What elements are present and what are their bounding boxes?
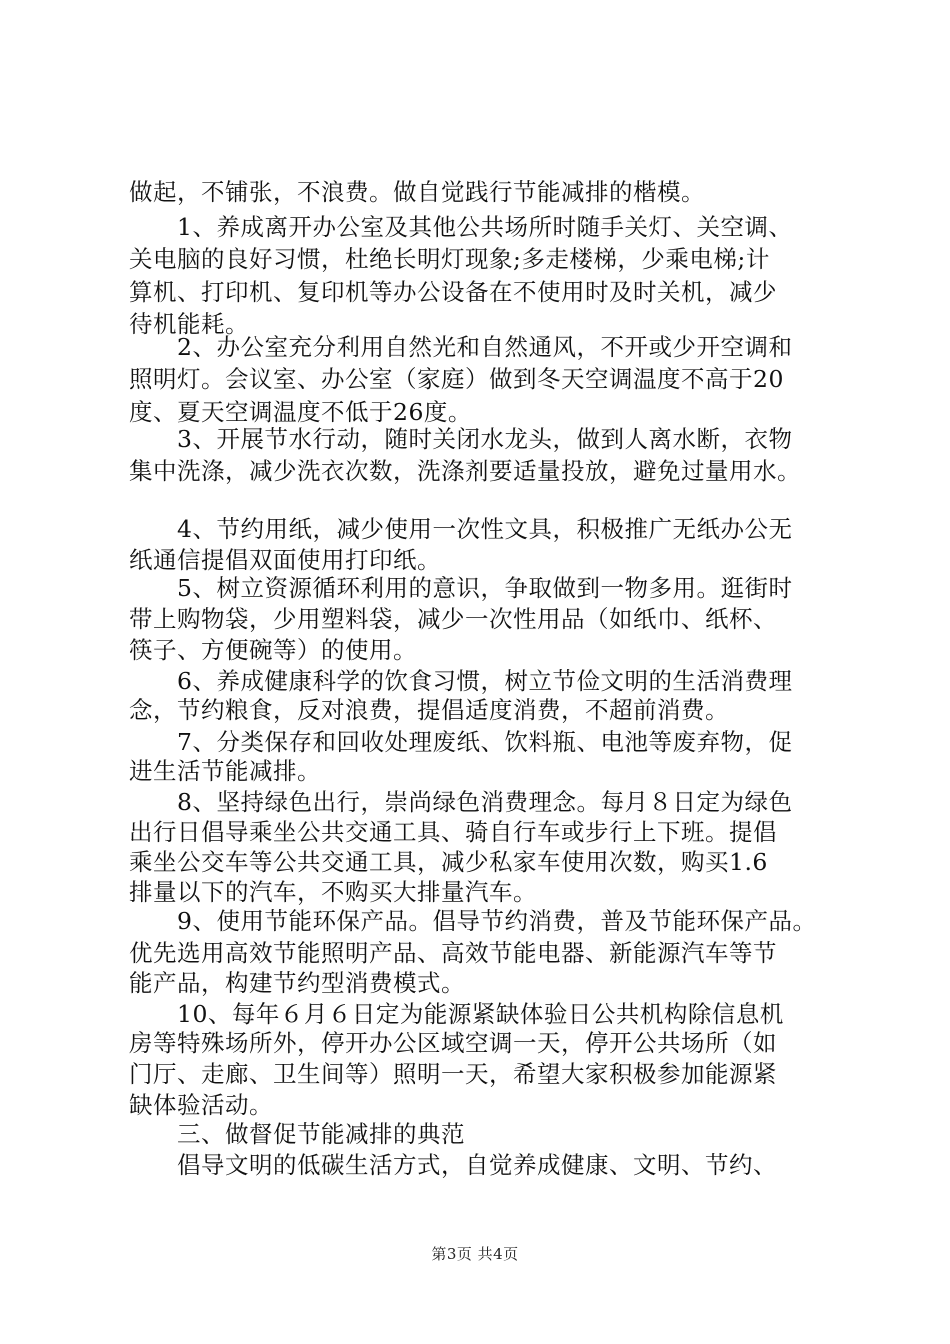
body-line: 念，节约粮食，反对浪费，提倡适度消费，不超前消费。 (129, 696, 729, 724)
body-line: 出行日倡导乘坐公共交通工具、骑自行车或步行上下班。提倡 (129, 818, 777, 846)
body-line: 优先选用高效节能照明产品、高效节能电器、新能源汽车等节 (129, 939, 777, 967)
body-line: 8、坚持绿色出行，崇尚绿色消费理念。每月８日定为绿色 (177, 788, 793, 816)
body-line: 关电脑的良好习惯，杜绝长明灯现象;多走楼梯，少乘电梯;计 (129, 245, 770, 273)
section-heading: 三、做督促节能减排的典范 (177, 1120, 465, 1148)
body-line: 9、使用节能环保产品。倡导节约消费，普及节能环保产品。 (177, 907, 817, 935)
body-line: 门厅、走廊、卫生间等）照明一天，希望大家积极参加能源紧 (129, 1060, 777, 1088)
body-line: 纸通信提倡双面使用打印纸。 (129, 546, 441, 574)
body-line: 集中洗涤，减少洗衣次数，洗涤剂要适量投放，避免过量用水。 (129, 457, 801, 485)
body-line: 算机、打印机、复印机等办公设备在不使用时及时关机，减少 (129, 278, 777, 306)
body-line: 缺体验活动。 (129, 1091, 273, 1119)
body-line: 5、树立资源循环利用的意识，争取做到一物多用。逛街时 (177, 574, 793, 602)
body-line: 4、节约用纸，减少使用一次性文具，积极推广无纸办公无 (177, 515, 793, 543)
body-line: 做起，不铺张，不浪费。做自觉践行节能减排的楷模。 (129, 178, 705, 206)
body-line: 1、养成离开办公室及其他公共场所时随手关灯、关空调、 (177, 213, 793, 241)
body-line: 能产品，构建节约型消费模式。 (129, 969, 465, 997)
body-line: 乘坐公交车等公共交通工具，减少私家车使用次数，购买1.6 (129, 848, 768, 876)
body-line: 待机能耗。 (129, 310, 249, 338)
body-line: 10、每年６月６日定为能源紧缺体验日公共机构除信息机 (177, 1000, 784, 1028)
body-line: 筷子、方便碗等）的使用。 (129, 636, 417, 664)
body-line: 度、夏天空调温度不低于26度。 (129, 398, 472, 426)
body-line: 倡导文明的低碳生活方式，自觉养成健康、文明、节约、 (177, 1151, 777, 1179)
body-line: 进生活节能减排。 (129, 757, 321, 785)
body-line: 照明灯。会议室、办公室（家庭）做到冬天空调温度不高于20 (129, 365, 784, 393)
body-line: 2、办公室充分利用自然光和自然通风，不开或少开空调和 (177, 333, 793, 361)
body-line: 3、开展节水行动，随时关闭水龙头，做到人离水断，衣物 (177, 425, 793, 453)
body-line: 7、分类保存和回收处理废纸、饮料瓶、电池等废弃物，促 (177, 728, 793, 756)
body-line: 6、养成健康科学的饮食习惯，树立节俭文明的生活消费理 (177, 667, 793, 695)
body-line: 房等特殊场所外，停开办公区域空调一天，停开公共场所（如 (129, 1029, 777, 1057)
page-number-footer: 第3页 共4页 (431, 1245, 519, 1263)
body-line: 带上购物袋，少用塑料袋，减少一次性用品（如纸巾、纸杯、 (129, 605, 777, 633)
body-line: 排量以下的汽车，不购买大排量汽车。 (129, 878, 537, 906)
